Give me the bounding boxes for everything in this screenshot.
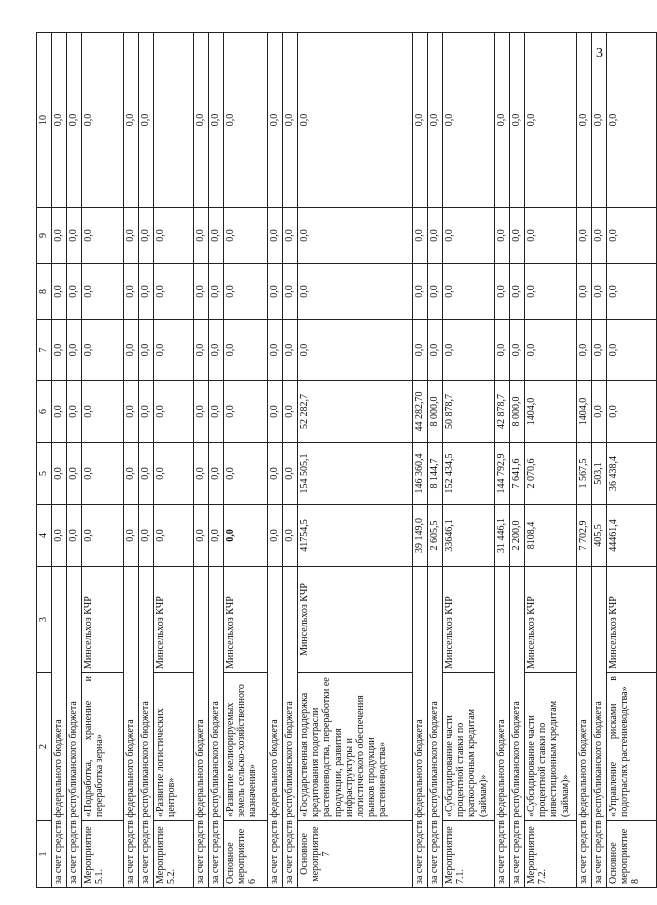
- value-cell: 0,0: [268, 505, 283, 567]
- value-cell: 0,0: [592, 208, 607, 264]
- value-cell: 0,0: [592, 381, 607, 443]
- row-label: за счет средств федерального бюджета: [495, 567, 510, 888]
- value-cell: 8 000,0: [510, 381, 525, 443]
- responsible: Минсельхоз КЧР: [607, 567, 657, 673]
- value-cell: 0,0: [67, 505, 82, 567]
- value-cell: 0,0: [525, 208, 577, 264]
- value-cell: 0,0: [52, 505, 67, 567]
- table-row: [209, 33, 224, 888]
- table-row: [510, 33, 525, 888]
- value-cell: 0,0: [283, 381, 298, 443]
- value-cell: 144 792,9: [495, 443, 510, 505]
- measure-name: «Развитие логистических центров»: [154, 673, 194, 821]
- value-cell: 42 878,7: [495, 381, 510, 443]
- table-row: [67, 33, 82, 888]
- table-row: [268, 33, 283, 888]
- responsible: Минсельхоз КЧР: [82, 567, 124, 673]
- value-cell: 0,0: [268, 33, 283, 208]
- value-cell: 0,0: [209, 320, 224, 381]
- value-cell: 0,0: [154, 443, 194, 505]
- value-cell: 0,0: [124, 505, 139, 567]
- budget-table: [36, 32, 657, 888]
- header-cell: 2: [37, 673, 52, 821]
- header-cell: 10: [37, 33, 52, 208]
- header-cell: 9: [37, 208, 52, 264]
- table-row: [413, 33, 428, 888]
- value-cell: 0,0: [139, 381, 154, 443]
- value-cell: 0,0: [592, 264, 607, 320]
- value-cell: 0,0: [52, 33, 67, 208]
- value-cell: 0,0: [224, 443, 268, 505]
- measure-code: Основное мероприятие 7: [298, 821, 413, 888]
- table-row: [298, 33, 413, 888]
- value-cell: 0,0: [525, 320, 577, 381]
- row-label: за счет средств федерального бюджета: [52, 567, 67, 888]
- table-row: [124, 33, 139, 888]
- value-cell: 8 000,0: [428, 381, 443, 443]
- value-cell: 0,0: [525, 33, 577, 208]
- value-cell: 0,0: [413, 208, 428, 264]
- value-cell: 0,0: [428, 320, 443, 381]
- value-cell: 0,0: [154, 381, 194, 443]
- row-label: за счет средств республиканского бюджета: [67, 567, 82, 888]
- value-cell: 0,0: [82, 443, 124, 505]
- value-cell: 0,0: [268, 264, 283, 320]
- value-cell: 0,0: [139, 443, 154, 505]
- value-cell: 31 446,1: [495, 505, 510, 567]
- value-cell: 0,0: [154, 208, 194, 264]
- value-cell: 0,0: [298, 264, 413, 320]
- value-cell: 0,0: [124, 443, 139, 505]
- value-cell: 0,0: [82, 381, 124, 443]
- value-cell: 0,0: [209, 381, 224, 443]
- value-cell: 0,0: [124, 264, 139, 320]
- table-row: [52, 33, 67, 888]
- measure-name: «Управление рисками в подотраслях растениеводства»: [607, 673, 657, 821]
- value-cell: 0,0: [52, 381, 67, 443]
- value-cell: 36 438,4: [607, 443, 657, 505]
- measure-name: «Субсидирование части процентной ставки по краткосрочным кредитам (займам)»: [443, 673, 495, 821]
- value-cell: 0,0: [194, 443, 209, 505]
- measure-code: Мероприятие 7.1.: [443, 821, 495, 888]
- value-cell: 2 070,6: [525, 443, 577, 505]
- value-cell: 0,0: [194, 505, 209, 567]
- value-cell: 0,0: [443, 264, 495, 320]
- value-cell: 0,0: [194, 33, 209, 208]
- value-cell: 0,0: [194, 208, 209, 264]
- value-cell: 0,0: [443, 33, 495, 208]
- value-cell: 0,0: [52, 320, 67, 381]
- row-label: за счет средств федерального бюджета: [268, 567, 283, 888]
- row-label: за счет средств федерального бюджета: [577, 567, 592, 888]
- table-row: [154, 33, 194, 888]
- value-cell: 0,0: [139, 33, 154, 208]
- value-cell: 405,5: [592, 505, 607, 567]
- value-cell: 0,0: [495, 33, 510, 208]
- table-row: [607, 33, 657, 888]
- header-cell: 8: [37, 264, 52, 320]
- value-cell: 0,0: [124, 208, 139, 264]
- table-row: [592, 33, 607, 888]
- value-cell: 0,0: [577, 33, 592, 208]
- value-cell: 0,0: [443, 320, 495, 381]
- measure-name: «Субсидирование части процентной ставки по инвестиционным кредитам (займам)»: [525, 673, 577, 821]
- value-cell: 503,1: [592, 443, 607, 505]
- header-cell: 7: [37, 320, 52, 381]
- value-cell: 0,0: [209, 33, 224, 208]
- value-cell: 41754,5: [298, 505, 413, 567]
- responsible: Минсельхоз КЧР: [154, 567, 194, 673]
- table-row: [82, 33, 124, 888]
- value-cell: 0,0: [607, 320, 657, 381]
- value-cell: 0,0: [124, 381, 139, 443]
- value-cell: 44 282,70: [413, 381, 428, 443]
- measure-name: «Государственная поддержка кредитования подотрасли растениеводства, переработки ее продукции, развития инфраструктуры и логистического обеспечения рынков продукции растениеводства»: [298, 673, 413, 821]
- value-cell: 39 149,0: [413, 505, 428, 567]
- value-cell: 0,0: [139, 320, 154, 381]
- value-cell: 8 144,7: [428, 443, 443, 505]
- value-cell: 0,0: [607, 33, 657, 208]
- responsible: Минсельхоз КЧР: [443, 567, 495, 673]
- value-cell: 0,0: [283, 505, 298, 567]
- value-cell: 0,0: [413, 264, 428, 320]
- value-cell: 0,0: [224, 264, 268, 320]
- row-label: за счет средств республиканского бюджета: [510, 567, 525, 888]
- header-row: [37, 33, 52, 888]
- row-label: за счет средств республиканского бюджета: [209, 567, 224, 888]
- value-cell: 0,0: [283, 443, 298, 505]
- measure-code: Основное мероприятие 6: [224, 821, 268, 888]
- value-cell: 0,0: [413, 33, 428, 208]
- value-cell: 0,0: [139, 505, 154, 567]
- measure-code: Мероприятие 5.2.: [154, 821, 194, 888]
- value-cell: 0,0: [428, 264, 443, 320]
- value-cell: 0,0: [298, 33, 413, 208]
- row-label: за счет средств республиканского бюджета: [139, 567, 154, 888]
- value-cell: 0,0: [283, 208, 298, 264]
- rotated-page-area: [36, 33, 642, 888]
- value-cell: 0,0: [52, 443, 67, 505]
- value-cell: 0,0: [495, 320, 510, 381]
- value-cell: 0,0: [428, 208, 443, 264]
- value-cell: 0,0: [209, 264, 224, 320]
- value-cell: 0,0: [67, 381, 82, 443]
- value-cell: 0,0: [67, 33, 82, 208]
- value-cell: 0,0: [224, 208, 268, 264]
- value-cell: 0,0: [443, 208, 495, 264]
- value-cell: 0,0: [525, 264, 577, 320]
- value-cell: 0,0: [194, 264, 209, 320]
- value-cell: 44461,4: [607, 505, 657, 567]
- value-cell: 0,0: [139, 264, 154, 320]
- value-cell: 0,0: [592, 33, 607, 208]
- value-cell: 0,0: [82, 264, 124, 320]
- header-cell: 4: [37, 505, 52, 567]
- value-cell: 0,0: [209, 208, 224, 264]
- value-cell: 0,0: [268, 443, 283, 505]
- value-cell: 0,0: [510, 320, 525, 381]
- value-cell: 0,0: [495, 264, 510, 320]
- value-cell: 0,0: [224, 381, 268, 443]
- table-row: [194, 33, 209, 888]
- value-cell: 0,0: [510, 208, 525, 264]
- value-cell: 152 434,5: [443, 443, 495, 505]
- value-cell: 0,0: [495, 208, 510, 264]
- value-cell: 52 282,7: [298, 381, 413, 443]
- value-cell: 0,0: [124, 33, 139, 208]
- measure-name: «Подработка, хранение и переработка зерна»: [82, 673, 124, 821]
- value-cell: 2 200,0: [510, 505, 525, 567]
- value-cell: 0,0: [224, 33, 268, 208]
- responsible: Минсельхоз КЧР: [224, 567, 268, 673]
- table-row: [283, 33, 298, 888]
- table-row: [139, 33, 154, 888]
- row-label: за счет средств республиканского бюджета: [428, 567, 443, 888]
- empty-cell: [154, 33, 194, 208]
- value-cell: 0,0: [82, 33, 124, 208]
- table-row: [428, 33, 443, 888]
- value-cell: 0,0: [82, 320, 124, 381]
- value-cell: 146 360,4: [413, 443, 428, 505]
- value-cell: 154 505,1: [298, 443, 413, 505]
- value-cell: 0,0: [224, 505, 268, 567]
- value-cell: 0,0: [577, 320, 592, 381]
- value-cell: 8108,4: [525, 505, 577, 567]
- value-cell: 0,0: [268, 320, 283, 381]
- value-cell: 7 702,9: [577, 505, 592, 567]
- value-cell: 0,0: [154, 264, 194, 320]
- table-row: [443, 33, 495, 888]
- value-cell: 0,0: [194, 320, 209, 381]
- rotated-table-container: [36, 33, 642, 888]
- value-cell: 0,0: [124, 320, 139, 381]
- value-cell: 33646,1: [443, 505, 495, 567]
- row-label: за счет средств федерального бюджета: [194, 567, 209, 888]
- value-cell: 2 605,5: [428, 505, 443, 567]
- value-cell: 0,0: [298, 320, 413, 381]
- value-cell: 0,0: [52, 208, 67, 264]
- value-cell: 0,0: [413, 320, 428, 381]
- measure-code: Мероприятие 7.2.: [525, 821, 577, 888]
- table-row: [224, 33, 268, 888]
- value-cell: 0,0: [268, 381, 283, 443]
- value-cell: 1404,0: [577, 381, 592, 443]
- value-cell: 0,0: [82, 505, 124, 567]
- value-cell: 0,0: [428, 33, 443, 208]
- measure-name: «Развитие мелиорируемых земель сельско-хозяйственного назначения»: [224, 673, 268, 821]
- value-cell: 0,0: [607, 264, 657, 320]
- responsible: Минсельхоз КЧР: [298, 567, 413, 673]
- value-cell: 1404,0: [525, 381, 577, 443]
- value-cell: 0,0: [224, 320, 268, 381]
- value-cell: 0,0: [209, 505, 224, 567]
- row-label: за счет средств федерального бюджета: [413, 567, 428, 888]
- value-cell: 0,0: [67, 320, 82, 381]
- value-cell: 0,0: [209, 443, 224, 505]
- value-cell: 0,0: [577, 264, 592, 320]
- value-cell: 0,0: [298, 208, 413, 264]
- value-cell: 0,0: [52, 264, 67, 320]
- value-cell: 0,0: [139, 208, 154, 264]
- header-cell: 1: [37, 821, 52, 888]
- value-cell: 0,0: [154, 320, 194, 381]
- table-row: [577, 33, 592, 888]
- measure-code: Основное мероприятие 8: [607, 821, 657, 888]
- value-cell: 0,0: [268, 208, 283, 264]
- value-cell: 0,0: [67, 264, 82, 320]
- value-cell: 0,0: [607, 208, 657, 264]
- value-cell: 0,0: [82, 208, 124, 264]
- value-cell: 0,0: [283, 33, 298, 208]
- row-label: за счет средств республиканского бюджета: [592, 567, 607, 888]
- value-cell: 0,0: [154, 505, 194, 567]
- responsible: Минсельхоз КЧР: [525, 567, 577, 673]
- value-cell: 0,0: [67, 443, 82, 505]
- table-row: [525, 33, 577, 888]
- header-cell: 5: [37, 443, 52, 505]
- page-number: 3: [596, 46, 603, 61]
- value-cell: 0,0: [607, 381, 657, 443]
- value-cell: 50 878,7: [443, 381, 495, 443]
- value-cell: 0,0: [194, 381, 209, 443]
- value-cell: 7 641,6: [510, 443, 525, 505]
- value-cell: 0,0: [592, 320, 607, 381]
- value-cell: 0,0: [577, 208, 592, 264]
- value-cell: 0,0: [510, 264, 525, 320]
- header-cell: 3: [37, 567, 52, 673]
- table-row: [495, 33, 510, 888]
- value-cell: 1 567,5: [577, 443, 592, 505]
- value-cell: 0,0: [510, 33, 525, 208]
- value-cell: 0,0: [67, 208, 82, 264]
- value-cell: 0,0: [283, 320, 298, 381]
- row-label: за счет средств федерального бюджета: [124, 567, 139, 888]
- measure-code: Мероприятие 5.1.: [82, 821, 124, 888]
- value-cell: 0,0: [283, 264, 298, 320]
- header-cell: 6: [37, 381, 52, 443]
- row-label: за счет средств республиканского бюджета: [283, 567, 298, 888]
